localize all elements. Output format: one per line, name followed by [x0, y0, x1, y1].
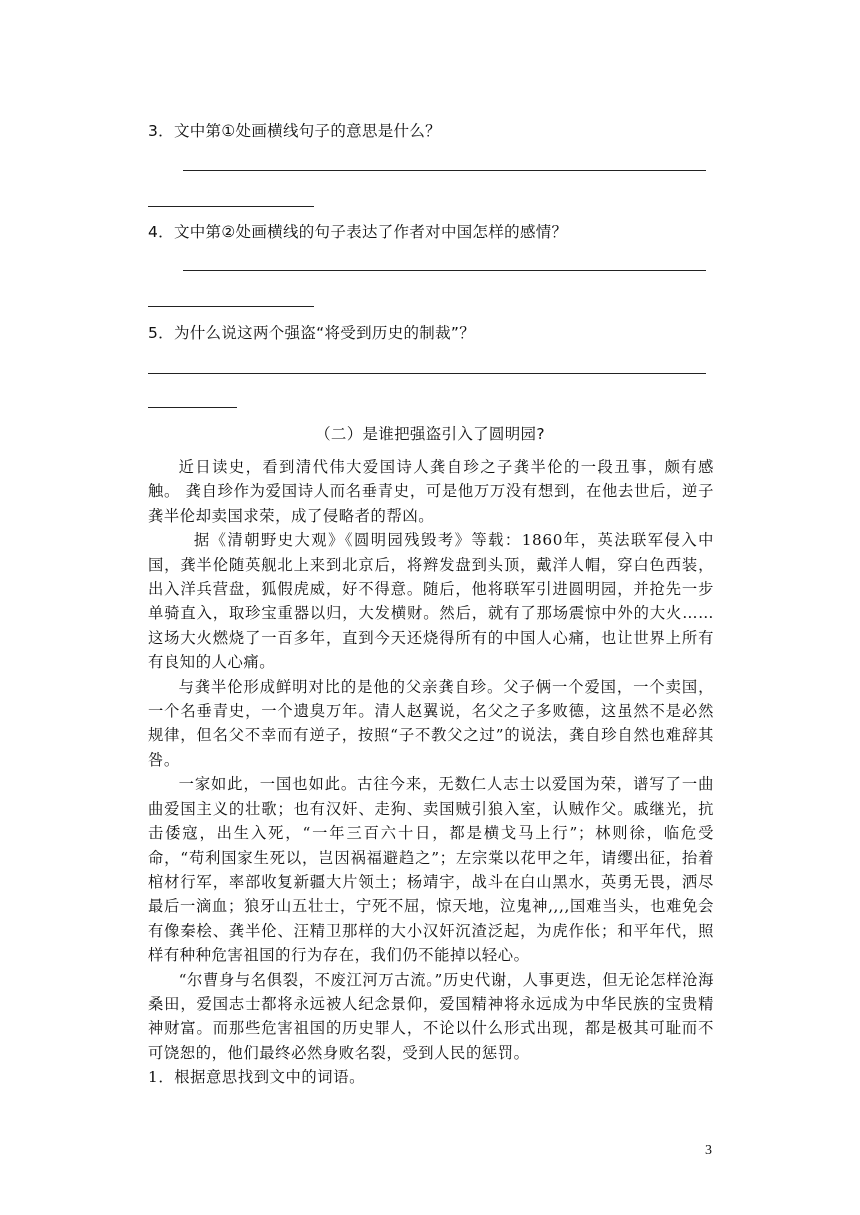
- page-number: 3: [705, 1143, 712, 1158]
- answer-line[interactable]: [183, 270, 706, 271]
- paragraph: “尔曹身与名俱裂，不废江河万古流。”历史代谢，人事更迭，但无论怎样沧海桑田，爱国志士都将永远被人纪念景仰，爱国精神将永远成为中华民族的宝贵精神财富。而那些危害祖国的历史罪人，不论以什么形式出现，都是极其可耻而不可饶恕的，他们最终必然身败名裂，受到人民的惩罚。: [148, 970, 714, 1062]
- paragraph: 一家如此，一国也如此。古往今来，无数仁人志士以爱国为荣，谱写了一曲曲爱国主义的壮歌；也有汉奸、走狗、卖国贼引狼入室，认贼作父。戚继光，抗击倭寇，出生入死，“一年三百六十日，都是横戈马上行”；林则徐，临危受命，“苟利国家生死以，岂因祸福避趋之”；左宗棠以花甲之年，请缨出征，抬着棺材行军，率部收复新疆大片领土；杨靖宇，战斗在白山黑水，英勇无畏，洒尽最后一滴血；狼牙山五壮士，宁死不屈，惊天地，泣鬼神,,,,国难当头，也难免会有像秦桧、龚半伦、汪精卫那样的大小汉奸沉渣泛起，为虎作伥；和平年代，照样有种种危害祖国的行为存在，我们仍不能掉以轻心。: [148, 775, 714, 965]
- answer-line[interactable]: [148, 373, 706, 374]
- question-3: 3．文中第①处画横线句子的意思是什么？: [148, 122, 441, 140]
- question-4: 4．文中第②处画横线的句子表达了作者对中国怎样的感情？: [148, 223, 568, 241]
- answer-line[interactable]: [148, 206, 314, 207]
- paragraph: 近日读史，看到清代伟大爱国诗人龚自珍之子龚半伦的一段丑事，颇有感触。 龚自珍作为爱国诗人而名垂青史，可是他万万没有想到，在他去世后，逆子龚半伦却卖国求荣，成了侵略者的帮凶。: [148, 458, 714, 525]
- section-title: （二）是谁把强盗引入了圆明园?: [315, 425, 545, 443]
- answer-line[interactable]: [148, 306, 314, 307]
- article-body: [148, 455, 714, 1090]
- answer-line[interactable]: [148, 407, 237, 408]
- answer-line[interactable]: [183, 170, 706, 171]
- paragraph: 与龚半伦形成鲜明对比的是他的父亲龚自珍。父子俩一个爱国，一个卖国，一个名垂青史，一个遗臭万年。清人赵翼说，名父之子多败德，这虽然不是必然规律，但名父不幸而有逆子，按照“子不教父之过”的说法，龚自珍自然也难辞其咎。: [148, 677, 714, 769]
- question-1: 1．根据意思找到文中的词语。: [148, 1068, 365, 1087]
- question-5: 5．为什么说这两个强盗“将受到历史的制裁”？: [148, 324, 476, 342]
- paragraph: 据《清朝野史大观》《圆明园残毁考》等载：1860年，英法联军侵入中国，龚半伦随英舰北上来到北京后，将辫发盘到头顶，戴洋人帽，穿白色西装，出入洋兵营盘，狐假虎威，好不得意。随后，他将联军引进圆明园，并抢先一步单骑直入，取珍宝重器以归，大发横财。然后，就有了那场震惊中外的大火……这场大火燃烧了一百多年，直到今天还烧得所有的中国人心痛，也让世界上所有有良知的人心痛。: [148, 531, 714, 672]
